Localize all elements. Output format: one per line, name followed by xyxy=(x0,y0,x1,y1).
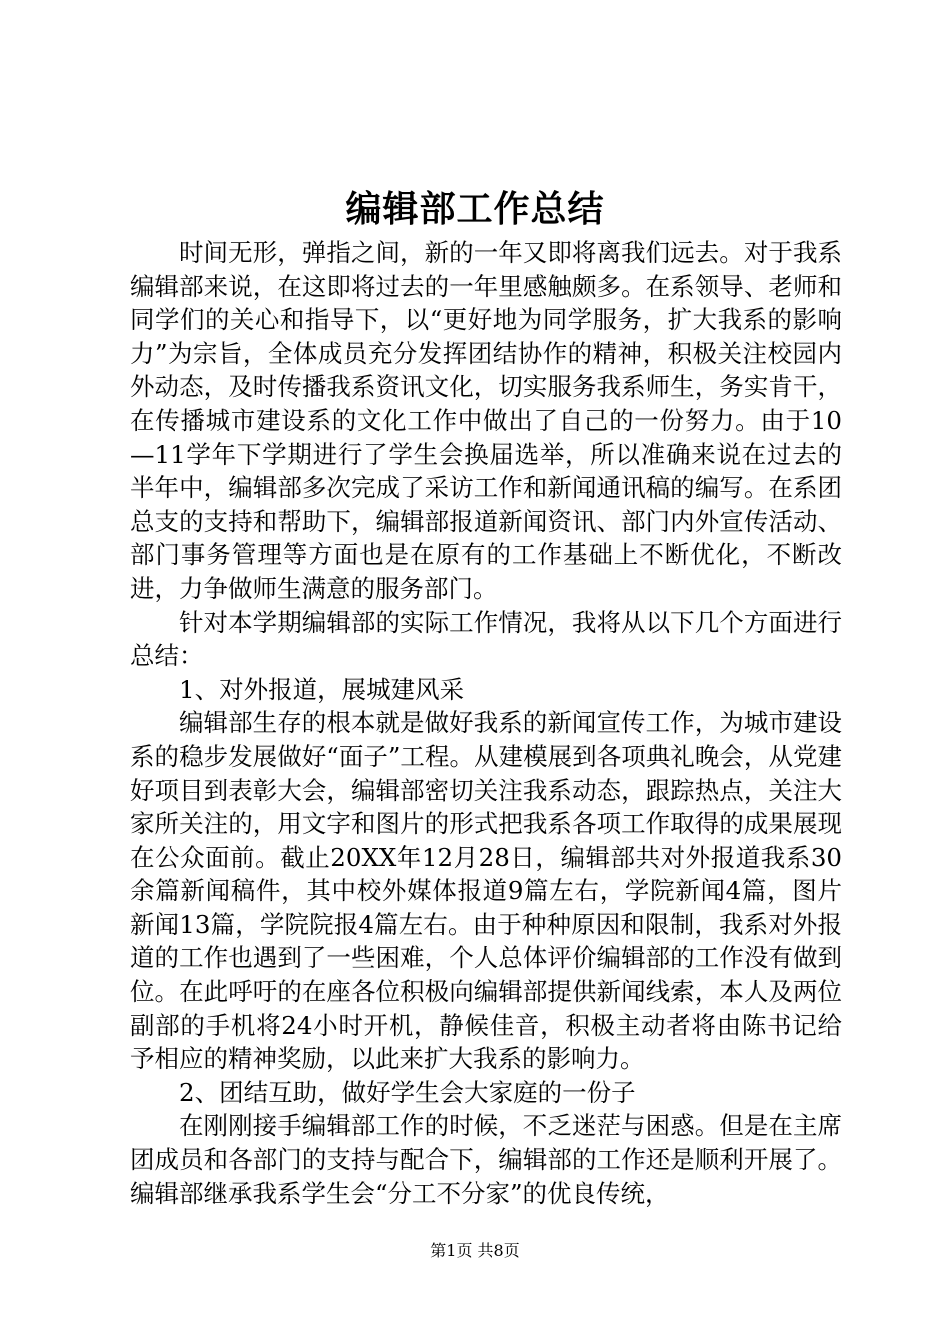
section-heading-2: 2、团结互助，做好学生会大家庭的一份子 xyxy=(179,1077,636,1107)
document-body xyxy=(130,236,842,1210)
section-heading-1: 1、对外报道，展城建风采 xyxy=(179,674,465,704)
paragraph-section-2: 在刚刚接手编辑部工作的时候，不乏迷茫与困惑。但是在主席团成员和各部门的支持与配合下，编辑部的工作还是顺利开展了。编辑部继承我系学生会“分工不分家”的优良传统， xyxy=(130,1111,842,1208)
paragraph-section-1: 编辑部生存的根本就是做好我系的新闻宣传工作，为城市建设系的稳步发展做好“面子”工程。从建模展到各项典礼晚会，从党建好项目到表彰大会，编辑部密切关注我系动态，跟踪热点，关注大家所关注的，用文字和图片的形式把我系各项工作取得的成果展现在公众面前。截止20XX年12月28日，编辑部共对外报道我系30余篇新闻稿件，其中校外媒体报道9篇左右，学院新闻4篇，图片新闻13篇，学院院报4篇左右。由于种种原因和限制，我系对外报道的工作也遇到了一些困难，个人总体评价编辑部的工作没有做到位。在此呼吁的在座各位积极向编辑部提供新闻线索，本人及两位副部的手机将24小时开机，静候佳音，积极主动者将由陈书记给予相应的精神奖励，以此来扩大我系的影响力。 xyxy=(130,708,842,1074)
document-title: 编辑部工作总结 xyxy=(345,188,605,230)
paragraph-intro: 时间无形，弹指之间，新的一年又即将离我们远去。对于我系编辑部来说，在这即将过去的一年里感触颇多。在系领导、老师和同学们的关心和指导下，以“更好地为同学服务，扩大我系的影响力”为宗旨，全体成员充分发挥团结协作的精神，积极关注校园内外动态，及时传播我系资讯文化，切实服务我系师生，务实肯干，在传播城市建设系的文化工作中做出了自己的一份努力。由于10—11学年下学期进行了学生会换届选举，所以准确来说在过去的半年中，编辑部多次完成了采访工作和新闻通讯稿的编写。在系团总支的支持和帮助下，编辑部报道新闻资讯、部门内外宣传活动、部门事务管理等方面也是在原有的工作基础上不断优化，不断改进，力争做师生满意的服务部门。 xyxy=(130,238,842,603)
page-footer: 第1页 共8页 xyxy=(430,1241,520,1260)
paragraph-overview: 针对本学期编辑部的实际工作情况，我将从以下几个方面进行总结： xyxy=(130,607,842,671)
